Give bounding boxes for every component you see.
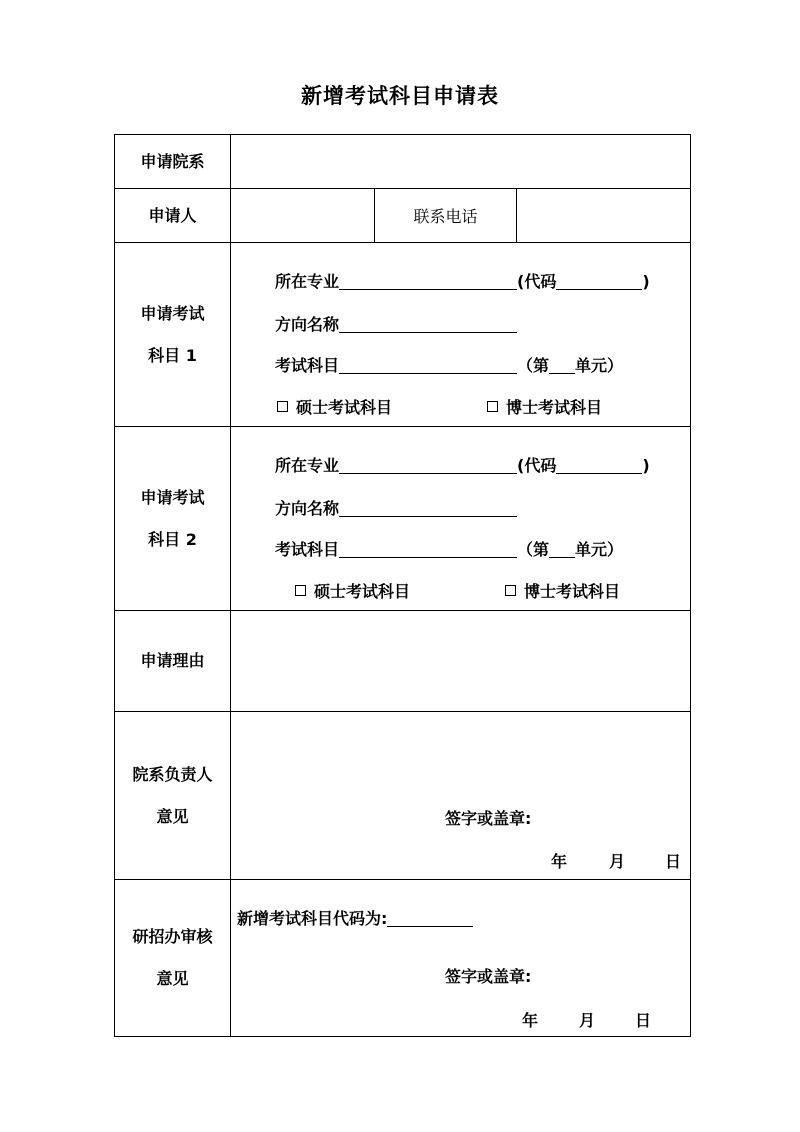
subject-2-doctor-label: 博士考试科目	[524, 582, 621, 601]
row-office-opinion	[115, 880, 691, 1037]
dept-head-day: 日	[665, 852, 682, 871]
row-reason	[115, 611, 691, 712]
subject-1-code-close: )	[642, 272, 650, 291]
subject-1-unit-close: 单元）	[575, 356, 624, 375]
subject-2-code-input[interactable]	[556, 455, 642, 474]
dept-head-month: 月	[609, 852, 626, 871]
subject-2-code-close: )	[642, 456, 650, 475]
subject-2-master-checkbox[interactable]	[295, 585, 306, 596]
subject-1-doctor-label: 博士考试科目	[506, 398, 603, 417]
office-sign: 签字或盖章:	[445, 967, 532, 986]
office-month: 月	[579, 1011, 596, 1030]
row-department	[115, 135, 691, 189]
applicant-label: 申请人	[115, 189, 231, 243]
applicant-field[interactable]	[231, 189, 375, 243]
row-applicant	[115, 189, 691, 243]
office-day: 日	[635, 1011, 652, 1030]
subject-2-label-line2: 科目 2	[148, 529, 197, 549]
form-title: 新增考试科目申请表	[301, 84, 499, 108]
subject-1-code-input[interactable]	[556, 271, 642, 290]
subject-2-unit-input[interactable]	[549, 539, 575, 558]
subject-2-doctor-checkbox[interactable]	[505, 585, 516, 596]
subject-2-content	[231, 427, 691, 611]
subject-1-major-line	[275, 269, 650, 292]
subject-1-doctor-option[interactable]	[487, 395, 602, 418]
phone-label: 联系电话	[375, 189, 517, 243]
subject-1-master-label: 硕士考试科目	[296, 398, 393, 417]
office-label-line2: 意见	[156, 969, 189, 988]
subject-1-code-open: (代码	[517, 272, 557, 291]
subject-2-doctor-option[interactable]	[505, 579, 620, 602]
subject-1-exam-line	[275, 353, 623, 376]
subject-2-unit-close: 单元）	[575, 540, 624, 559]
subject-2-direction-label: 方向名称	[275, 499, 340, 518]
office-year: 年	[522, 1011, 539, 1030]
reason-label: 申请理由	[115, 611, 231, 712]
reason-field[interactable]	[231, 611, 691, 712]
row-dept-head-opinion	[115, 712, 691, 880]
subject-2-master-label: 硕士考试科目	[314, 582, 411, 601]
row-subject-1	[115, 243, 691, 427]
subject-1-label-line2: 科目 1	[148, 345, 197, 365]
subject-2-major-label: 所在专业	[275, 456, 340, 475]
subject-2-label	[115, 427, 231, 611]
dept-head-label-line1: 院系负责人	[132, 764, 213, 784]
office-code-input[interactable]	[387, 908, 473, 927]
subject-2-master-option[interactable]	[295, 579, 410, 602]
subject-2-direction-input[interactable]	[339, 498, 517, 517]
office-label-line1: 研招办审核	[132, 927, 213, 946]
subject-1-direction-line	[275, 312, 517, 335]
department-field[interactable]	[231, 135, 691, 189]
office-code-line	[237, 906, 473, 929]
subject-1-doctor-checkbox[interactable]	[487, 401, 498, 412]
dept-head-year: 年	[551, 852, 568, 871]
row-subject-2	[115, 427, 691, 611]
subject-2-label-line1: 申请考试	[140, 487, 205, 507]
subject-1-master-option[interactable]	[277, 395, 392, 418]
subject-2-unit-open: （第	[517, 540, 550, 559]
subject-1-label	[115, 243, 231, 427]
subject-1-direction-label: 方向名称	[275, 315, 340, 334]
subject-1-label-line1: 申请考试	[140, 303, 205, 323]
subject-2-major-line	[275, 453, 650, 476]
subject-1-major-input[interactable]	[339, 271, 517, 290]
dept-head-sign: 签字或盖章:	[445, 809, 532, 828]
dept-head-label-line2: 意见	[156, 806, 189, 826]
subject-2-exam-input[interactable]	[339, 539, 517, 558]
dept-head-content[interactable]	[231, 712, 691, 880]
subject-2-major-input[interactable]	[339, 455, 517, 474]
department-label: 申请院系	[115, 135, 231, 189]
subject-1-direction-input[interactable]	[339, 314, 517, 333]
subject-2-exam-label: 考试科目	[275, 540, 340, 559]
subject-1-exam-label: 考试科目	[275, 356, 340, 375]
subject-1-master-checkbox[interactable]	[277, 401, 288, 412]
subject-1-exam-input[interactable]	[339, 355, 517, 374]
subject-1-unit-open: （第	[517, 356, 550, 375]
phone-field[interactable]	[517, 189, 691, 243]
application-form-table	[114, 134, 691, 1037]
office-code-label: 新增考试科目代码为:	[237, 909, 388, 928]
subject-1-unit-input[interactable]	[549, 355, 575, 374]
subject-2-exam-line	[275, 537, 623, 560]
subject-2-code-open: (代码	[517, 456, 557, 475]
office-label	[115, 880, 231, 1037]
subject-1-major-label: 所在专业	[275, 272, 340, 291]
subject-2-direction-line	[275, 496, 517, 519]
subject-1-content	[231, 243, 691, 427]
dept-head-label	[115, 712, 231, 880]
office-content	[231, 880, 691, 1037]
